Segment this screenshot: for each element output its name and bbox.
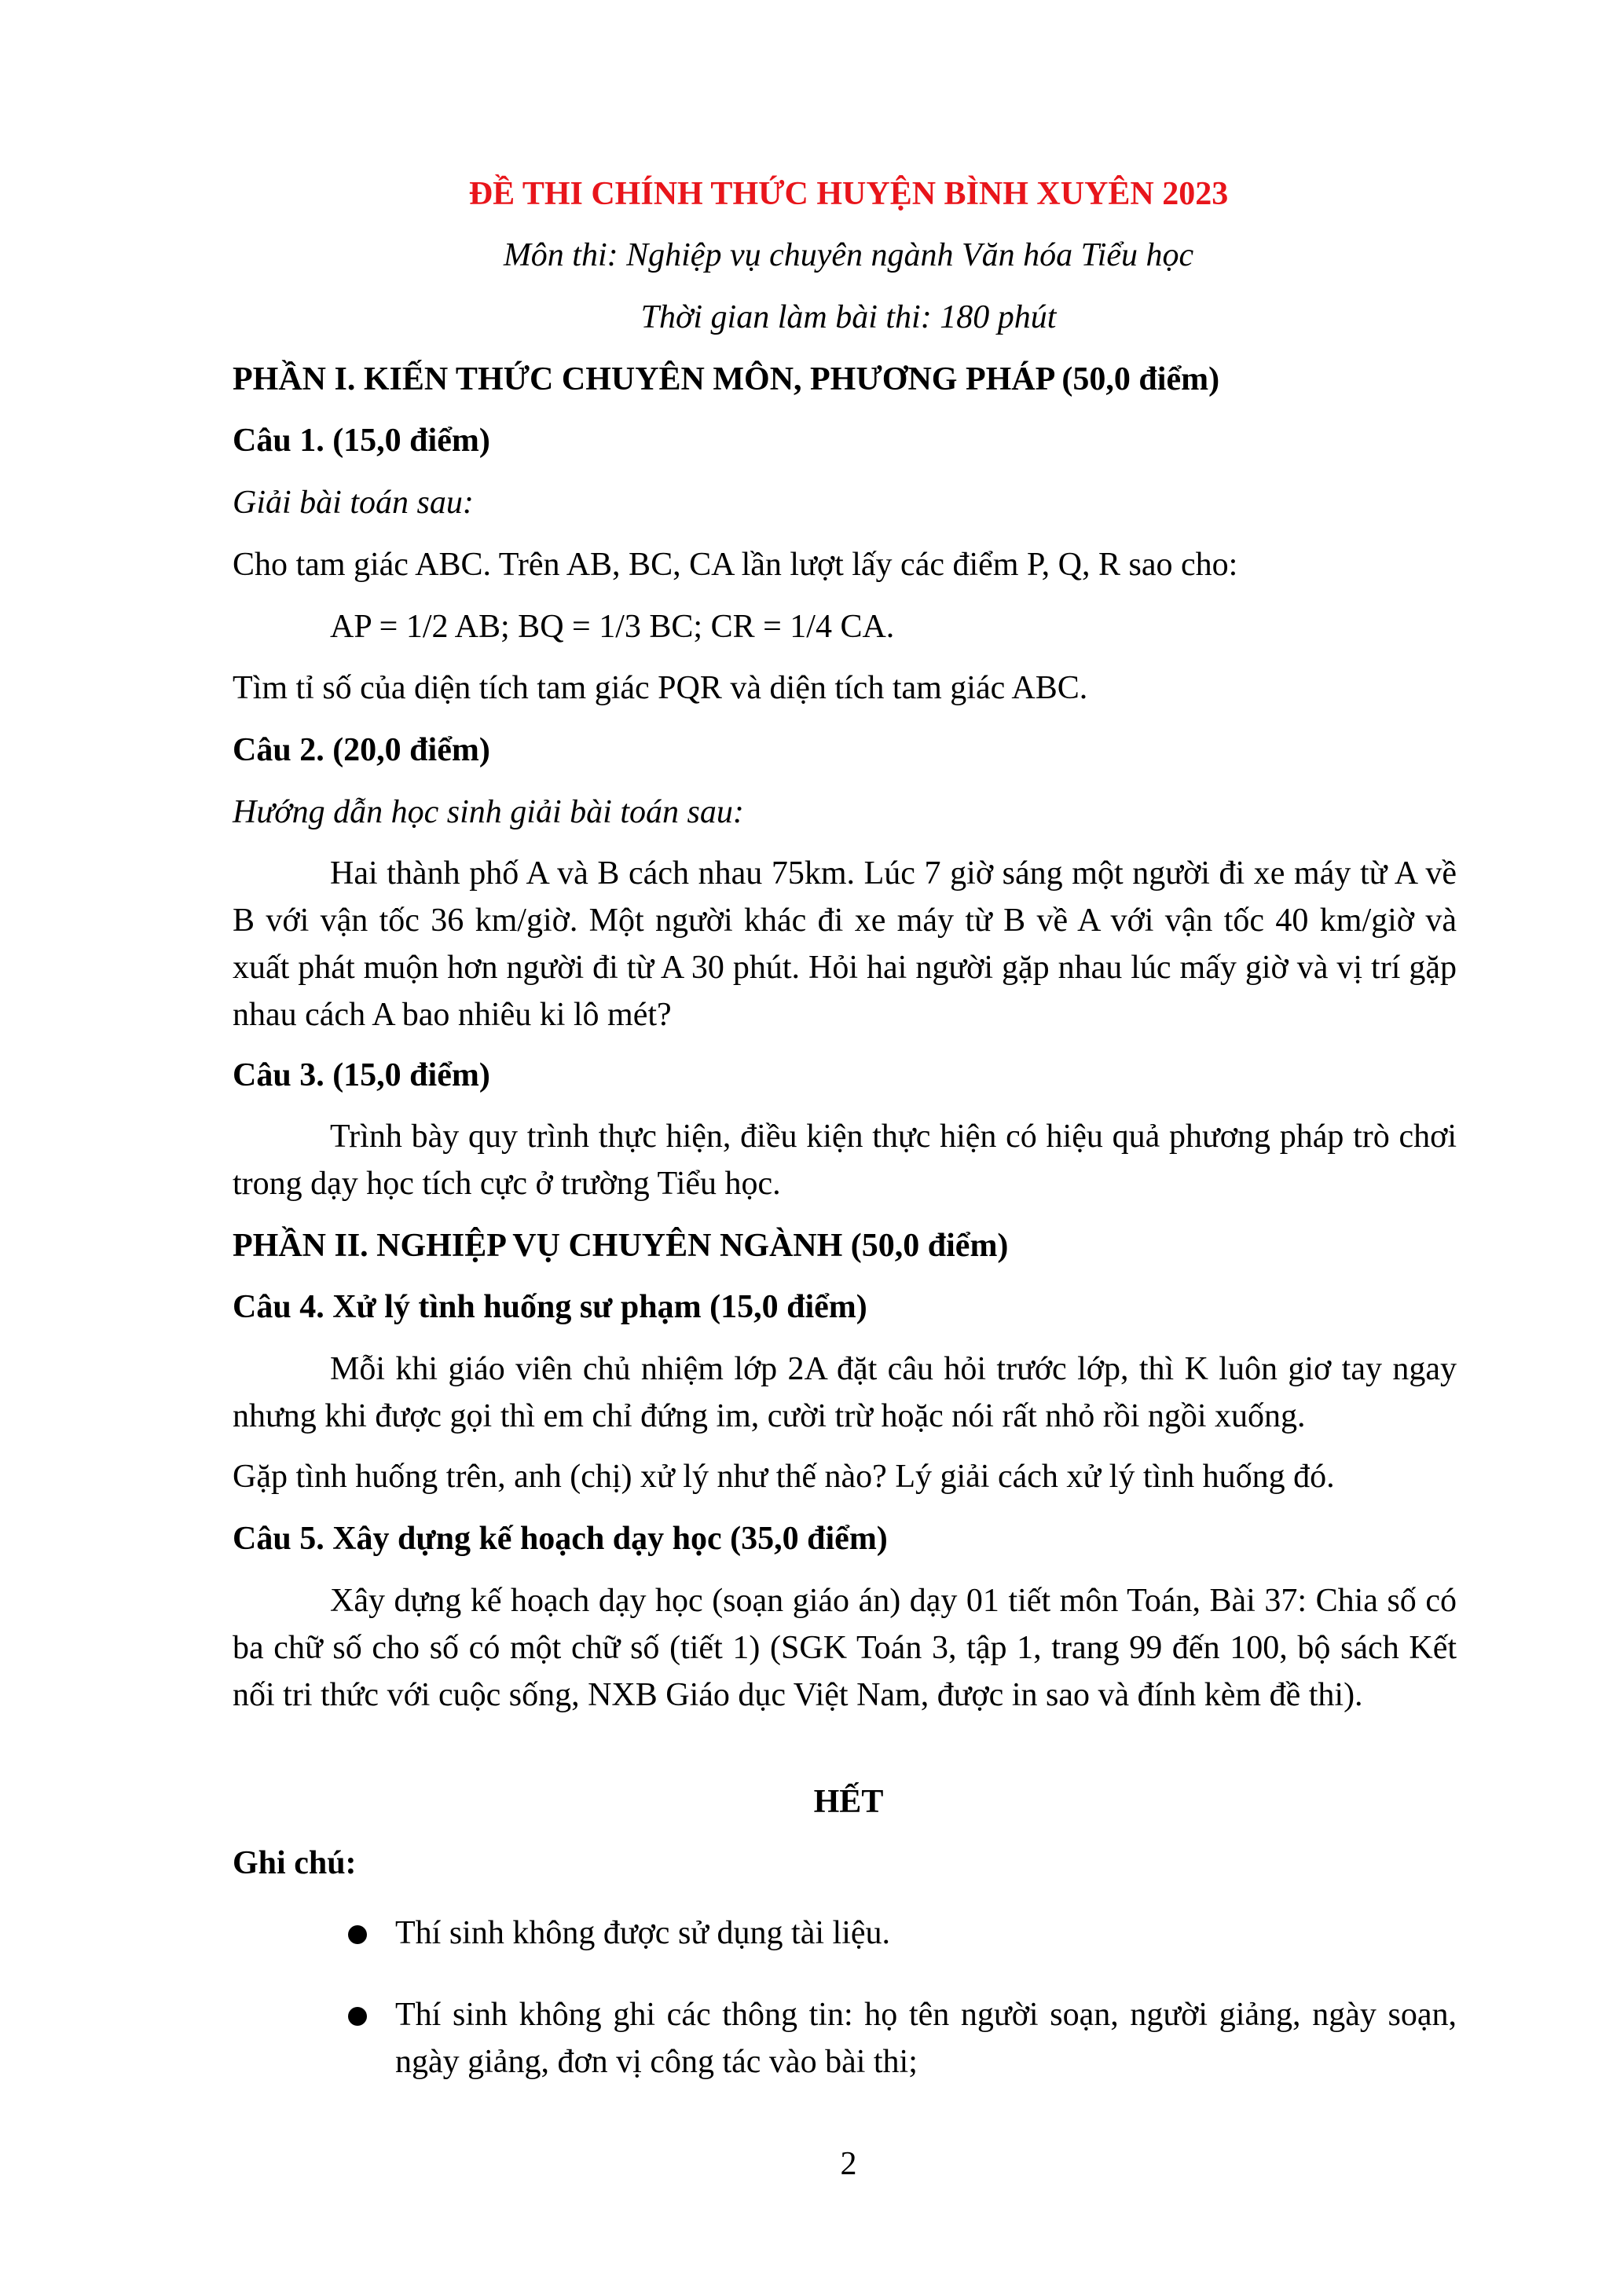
q2-body: Hai thành phố A và B cách nhau 75km. Lúc 7 giờ sáng một người đi xe máy từ A về B với vận tốc 36 km/giờ. Một người khác đi xe máy từ B về A với vận tốc 40 km/giờ và xuất phát muộn hơn người đi từ A 30 phút. Hỏi hai người gặp nhau lúc mấy giờ và vị trí gặp nhau cách A bao nhiêu ki lô mét?: [233, 855, 1457, 1033]
q1-instruction: Giải bài toán sau:: [233, 485, 474, 521]
page-number: 2: [840, 2146, 857, 2182]
q1-line2: AP = 1/2 AB; BQ = 1/3 BC; CR = 1/4 CA.: [330, 609, 895, 645]
end-mark: HẾT: [813, 1784, 884, 1820]
q5-body-paragraph: [233, 1577, 1457, 1719]
part2-heading: PHẦN II. NGHIỆP VỤ CHUYÊN NGÀNH (50,0 điểm): [233, 1228, 1009, 1264]
q5-body: Xây dựng kế hoạch dạy học (soạn giáo án) dạy 01 tiết môn Toán, Bài 37: Chia số có ba chữ số cho số có một chữ số (tiết 1) (SGK Toán 3, tập 1, trang 99 đến 100, bộ sách Kết nối tri thức với cuộc sống, NXB Giáo dục Việt Nam, được in sao và đính kèm đề thi).: [233, 1583, 1457, 1713]
exam-duration: Thời gian làm bài thi: 180 phút: [640, 299, 1057, 335]
exam-title: ĐỀ THI CHÍNH THỨC HUYỆN BÌNH XUYÊN 2023: [468, 176, 1229, 212]
bullet-dot-icon: [348, 2007, 367, 2026]
notes-heading: Ghi chú:: [233, 1845, 357, 1881]
q3-heading: Câu 3. (15,0 điểm): [233, 1057, 490, 1093]
note-item: Thí sinh không ghi các thông tin: họ tên người soạn, người giảng, ngày soạn, ngày giảng, đơn vị công tác vào bài thi;: [395, 1997, 1457, 2080]
q4-body: Mỗi khi giáo viên chủ nhiệm lớp 2A đặt câu hỏi trước lớp, thì K luôn giơ tay ngay nhưng khi được gọi thì em chỉ đứng im, cười trừ hoặc nói rất nhỏ rồi ngồi xuống.: [233, 1351, 1457, 1434]
note-item: Thí sinh không được sử dụng tài liệu.: [395, 1915, 891, 1951]
q4-heading: Câu 4. Xử lý tình huống sư phạm (15,0 điểm): [233, 1289, 867, 1325]
part1-heading: PHẦN I. KIẾN THỨC CHUYÊN MÔN, PHƯƠNG PHÁP (50,0 điểm): [233, 361, 1220, 397]
q3-body-paragraph: [233, 1113, 1457, 1207]
q1-line3: Tìm tỉ số của diện tích tam giác PQR và diện tích tam giác ABC.: [233, 670, 1088, 706]
q3-body: Trình bày quy trình thực hiện, điều kiện thực hiện có hiệu quả phương pháp trò chơi trong dạy học tích cực ở trường Tiểu học.: [233, 1119, 1457, 1202]
q4-body-paragraph: [233, 1346, 1457, 1440]
q2-instruction: Hướng dẫn học sinh giải bài toán sau:: [233, 794, 744, 830]
q2-heading: Câu 2. (20,0 điểm): [233, 732, 490, 768]
q5-heading: Câu 5. Xây dựng kế hoạch dạy học (35,0 điểm): [233, 1521, 888, 1557]
q4-question: Gặp tình huống trên, anh (chị) xử lý như thế nào? Lý giải cách xử lý tình huống đó.: [233, 1459, 1335, 1495]
q1-heading: Câu 1. (15,0 điểm): [233, 423, 490, 459]
exam-subject: Môn thi: Nghiệp vụ chuyên ngành Văn hóa Tiểu học: [503, 237, 1194, 273]
q2-body-paragraph: [233, 850, 1457, 1038]
q1-line1: Cho tam giác ABC. Trên AB, BC, CA lần lượt lấy các điểm P, Q, R sao cho:: [233, 547, 1238, 583]
bullet-dot-icon: [348, 1925, 367, 1944]
